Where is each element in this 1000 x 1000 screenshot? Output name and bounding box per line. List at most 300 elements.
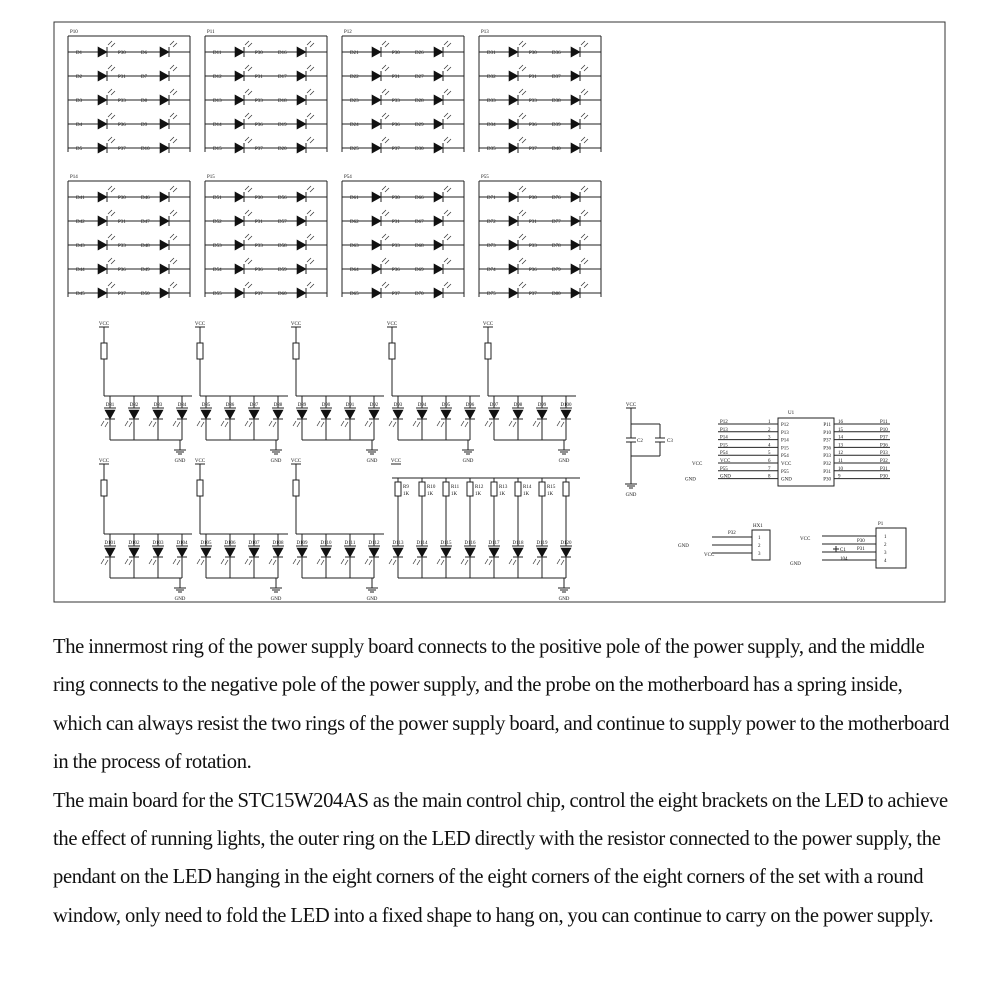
led-diode bbox=[571, 258, 588, 274]
gnd-flag: GND bbox=[685, 477, 696, 483]
led-diode bbox=[571, 186, 588, 202]
vcc-label: VCC bbox=[194, 459, 206, 464]
row-pin-label: P31 bbox=[118, 220, 126, 225]
wire bbox=[382, 41, 386, 45]
led-diode bbox=[557, 548, 571, 565]
wire bbox=[417, 560, 420, 565]
diode-triangle bbox=[571, 119, 580, 129]
wire bbox=[581, 210, 585, 214]
row-pin-label: P36 bbox=[392, 268, 400, 273]
diode-triangle bbox=[297, 240, 306, 250]
row-pin-label: P33 bbox=[392, 99, 400, 104]
schematic-frame bbox=[54, 22, 945, 602]
led-diode bbox=[235, 282, 252, 298]
row-pin-label: P33 bbox=[118, 244, 126, 249]
led-diode bbox=[297, 41, 314, 57]
ring-group bbox=[99, 459, 192, 602]
mcu-net-right: P10 bbox=[880, 427, 888, 433]
ring-led-area bbox=[99, 322, 580, 602]
led-diode bbox=[571, 137, 588, 153]
row-pin-label: P37 bbox=[118, 292, 126, 297]
wire bbox=[129, 560, 132, 565]
diode-triangle bbox=[235, 192, 244, 202]
vcc-flag: VCC bbox=[800, 537, 811, 542]
wire bbox=[310, 212, 314, 216]
mcu-pin-name: P15 bbox=[781, 446, 789, 452]
diode-triangle bbox=[297, 119, 306, 129]
led-ref: D31 bbox=[487, 51, 496, 56]
led-ref: D76 bbox=[552, 196, 561, 201]
wire bbox=[248, 91, 252, 95]
diode-triangle bbox=[297, 143, 306, 153]
wire bbox=[321, 422, 324, 427]
wire bbox=[245, 258, 249, 262]
row-pin-label: P37 bbox=[392, 292, 400, 297]
vcc-label: VCC bbox=[290, 322, 302, 327]
ring-group bbox=[291, 322, 384, 464]
wire bbox=[385, 115, 389, 119]
led-diode bbox=[125, 548, 139, 565]
led-ref: D1 bbox=[76, 51, 83, 56]
diode-triangle bbox=[434, 288, 443, 298]
led-ref: D65 bbox=[350, 292, 359, 297]
led-ref: D26 bbox=[415, 51, 424, 56]
wire bbox=[245, 113, 249, 117]
wire bbox=[413, 421, 416, 426]
diode-triangle bbox=[153, 548, 163, 557]
wire bbox=[519, 41, 523, 45]
led-ref: D6 bbox=[141, 51, 148, 56]
led-diode bbox=[221, 548, 235, 565]
diode-triangle bbox=[489, 410, 499, 419]
diode-triangle bbox=[372, 216, 381, 226]
led-ref: D88 bbox=[273, 403, 283, 408]
wire bbox=[581, 41, 585, 45]
wire bbox=[245, 186, 249, 190]
wire bbox=[441, 422, 444, 427]
diode-triangle bbox=[98, 95, 107, 105]
wire bbox=[173, 421, 176, 426]
led-diode bbox=[485, 410, 499, 427]
resistor bbox=[419, 482, 425, 496]
led-diode bbox=[235, 89, 252, 105]
wire bbox=[245, 65, 249, 69]
wire bbox=[111, 67, 115, 71]
diode-triangle bbox=[297, 192, 306, 202]
matrix-block-p13 bbox=[479, 30, 601, 153]
wire bbox=[105, 560, 108, 565]
row-pin-label: P37 bbox=[118, 147, 126, 152]
led-diode bbox=[509, 234, 526, 250]
led-ref: D75 bbox=[487, 292, 496, 297]
led-ref: D10 bbox=[141, 147, 150, 152]
led-diode bbox=[571, 282, 588, 298]
led-ref: D69 bbox=[415, 268, 424, 273]
diode-triangle bbox=[571, 71, 580, 81]
vcc-label: VCC bbox=[98, 459, 110, 464]
diode-triangle bbox=[372, 264, 381, 274]
p1-pin: 4 bbox=[884, 559, 887, 564]
wire bbox=[382, 113, 386, 117]
diode-triangle bbox=[297, 216, 306, 226]
vcc-symbol bbox=[291, 459, 302, 464]
wire bbox=[365, 559, 368, 564]
wire bbox=[310, 139, 314, 143]
mcu-pin-name: P55 bbox=[781, 469, 789, 475]
diode-triangle bbox=[509, 47, 518, 57]
row-pin-label: P30 bbox=[529, 51, 537, 56]
diode-triangle bbox=[513, 410, 523, 419]
wire bbox=[489, 422, 492, 427]
wire bbox=[584, 91, 588, 95]
diode-triangle bbox=[98, 192, 107, 202]
led-ref: D83 bbox=[153, 403, 163, 408]
diode-triangle bbox=[513, 548, 523, 557]
diode-triangle bbox=[434, 143, 443, 153]
wire bbox=[557, 421, 560, 426]
led-ref: D40 bbox=[552, 147, 561, 152]
led-ref: D110 bbox=[320, 541, 332, 546]
wire bbox=[111, 188, 115, 192]
diode-triangle bbox=[249, 410, 259, 419]
mcu-pin-num: 3 bbox=[768, 435, 771, 441]
mcu-net-right: P37 bbox=[880, 435, 888, 441]
led-diode bbox=[372, 210, 389, 226]
led-diode bbox=[297, 234, 314, 250]
vcc-label: VCC bbox=[386, 322, 398, 327]
wire bbox=[444, 282, 448, 286]
led-ref: D85 bbox=[201, 403, 211, 408]
wire bbox=[307, 210, 311, 214]
gnd-label: GND bbox=[558, 597, 570, 602]
led-diode bbox=[413, 410, 427, 427]
diode-triangle bbox=[297, 47, 306, 57]
led-ref: D22 bbox=[350, 75, 359, 80]
led-diode bbox=[149, 548, 163, 565]
led-diode bbox=[160, 137, 177, 153]
led-diode bbox=[461, 548, 475, 565]
resistor bbox=[395, 482, 401, 496]
resistor-ref: R14 bbox=[523, 485, 532, 490]
wire bbox=[447, 115, 451, 119]
diode-triangle bbox=[235, 216, 244, 226]
wire bbox=[307, 234, 311, 238]
matrix-block-p15 bbox=[205, 175, 327, 298]
led-diode bbox=[245, 548, 259, 565]
p1-ref: P1 bbox=[878, 522, 884, 527]
led-diode bbox=[235, 186, 252, 202]
wire bbox=[385, 139, 389, 143]
led-diode bbox=[160, 89, 177, 105]
led-ref: D32 bbox=[487, 75, 496, 80]
led-ref: D8 bbox=[141, 99, 148, 104]
led-diode bbox=[571, 210, 588, 226]
wire bbox=[365, 421, 368, 426]
diode-triangle bbox=[345, 548, 355, 557]
wire bbox=[105, 422, 108, 427]
row-pin-label: P36 bbox=[529, 268, 537, 273]
mcu-pin-name: P31 bbox=[823, 469, 831, 475]
vcc-symbol bbox=[291, 322, 302, 327]
led-diode bbox=[437, 410, 451, 427]
mcu-net-left: VCC bbox=[720, 459, 731, 464]
wire bbox=[245, 210, 249, 214]
wire bbox=[170, 258, 174, 262]
led-ref: D41 bbox=[76, 196, 85, 201]
wire bbox=[317, 421, 320, 426]
diode-triangle bbox=[160, 216, 169, 226]
wire bbox=[321, 560, 324, 565]
led-diode bbox=[434, 89, 451, 105]
wire bbox=[437, 421, 440, 426]
diode-triangle bbox=[297, 410, 307, 419]
led-ref: D42 bbox=[76, 220, 85, 225]
p1-pin: 2 bbox=[884, 543, 887, 548]
mcu-pin-num: 8 bbox=[768, 474, 771, 480]
wire bbox=[170, 137, 174, 141]
resistor-value: 1K bbox=[403, 492, 410, 497]
resistor bbox=[197, 480, 203, 496]
wire bbox=[108, 89, 112, 93]
resistor-value: 1K bbox=[427, 492, 434, 497]
row-pin-label: P37 bbox=[255, 147, 263, 152]
matrix-block-p11 bbox=[205, 30, 327, 153]
led-diode bbox=[297, 186, 314, 202]
wire bbox=[519, 89, 523, 93]
ground-symbol bbox=[270, 450, 282, 464]
mcu-net-right: P33 bbox=[880, 451, 888, 457]
diode-triangle bbox=[571, 240, 580, 250]
hx1-pin: 3 bbox=[758, 552, 761, 557]
wire bbox=[248, 139, 252, 143]
led-ref: D45 bbox=[76, 292, 85, 297]
gnd-label: GND bbox=[270, 597, 282, 602]
diode-triangle bbox=[225, 410, 235, 419]
wire bbox=[519, 186, 523, 190]
mcu-pin-name: P37 bbox=[823, 438, 831, 444]
wire bbox=[444, 65, 448, 69]
led-ref: D97 bbox=[489, 403, 499, 408]
wire bbox=[197, 559, 200, 564]
vcc-label: VCC bbox=[98, 322, 110, 327]
diode-triangle bbox=[509, 119, 518, 129]
led-diode bbox=[509, 137, 526, 153]
wire bbox=[173, 188, 177, 192]
wire bbox=[245, 41, 249, 45]
led-ref: D90 bbox=[321, 403, 331, 408]
diode-triangle bbox=[105, 410, 115, 419]
vcc-symbol bbox=[195, 459, 206, 464]
led-diode bbox=[160, 258, 177, 274]
wire bbox=[173, 559, 176, 564]
diode-triangle bbox=[98, 47, 107, 57]
mcu-pin-name: P33 bbox=[823, 454, 831, 460]
diode-triangle bbox=[434, 216, 443, 226]
ring-group bbox=[195, 459, 288, 602]
wire bbox=[385, 212, 389, 216]
led-diode bbox=[533, 548, 547, 565]
wire bbox=[447, 212, 451, 216]
matrix-block-p12 bbox=[342, 30, 464, 153]
led-diode bbox=[293, 548, 307, 565]
diode-triangle bbox=[509, 216, 518, 226]
led-ref: D13 bbox=[213, 99, 222, 104]
wire bbox=[461, 421, 464, 426]
diode-triangle bbox=[393, 548, 403, 557]
mcu-net-right: P30 bbox=[880, 474, 888, 480]
led-diode bbox=[101, 548, 115, 565]
resistor bbox=[515, 482, 521, 496]
wire bbox=[248, 212, 252, 216]
led-diode bbox=[297, 65, 314, 81]
led-ref: D15 bbox=[213, 147, 222, 152]
wire bbox=[385, 260, 389, 264]
gnd-label: GND bbox=[366, 597, 378, 602]
wire bbox=[581, 186, 585, 190]
wire bbox=[101, 421, 104, 426]
wire bbox=[447, 139, 451, 143]
wire bbox=[273, 422, 276, 427]
wire bbox=[537, 560, 540, 565]
led-diode bbox=[297, 89, 314, 105]
vcc-label: VCC bbox=[290, 459, 302, 464]
led-ref: D82 bbox=[129, 403, 139, 408]
wire bbox=[385, 236, 389, 240]
wire bbox=[581, 282, 585, 286]
led-ref: D67 bbox=[415, 220, 424, 225]
diode-triangle bbox=[297, 548, 307, 557]
led-diode bbox=[297, 258, 314, 274]
led-ref: D51 bbox=[213, 196, 222, 201]
wire bbox=[173, 236, 177, 240]
wire bbox=[369, 560, 372, 565]
led-ref: D84 bbox=[177, 403, 187, 408]
vcc-symbol bbox=[483, 322, 494, 327]
led-ref: D89 bbox=[297, 403, 307, 408]
led-ref: D16 bbox=[278, 51, 287, 56]
diode-triangle bbox=[561, 410, 571, 419]
led-ref: D64 bbox=[350, 268, 359, 273]
wire bbox=[101, 559, 104, 564]
diode-triangle bbox=[235, 119, 244, 129]
wire bbox=[519, 137, 523, 141]
diode-triangle bbox=[177, 548, 187, 557]
led-ref: D109 bbox=[296, 541, 308, 546]
row-pin-label: P37 bbox=[529, 292, 537, 297]
wire bbox=[307, 65, 311, 69]
led-ref: D72 bbox=[487, 220, 496, 225]
diode-triangle bbox=[273, 548, 283, 557]
led-diode bbox=[341, 548, 355, 565]
led-ref: D104 bbox=[176, 541, 188, 546]
wire bbox=[170, 89, 174, 93]
wire bbox=[444, 89, 448, 93]
vcc-symbol bbox=[99, 459, 110, 464]
wire bbox=[522, 188, 526, 192]
row-pin-label: P31 bbox=[392, 75, 400, 80]
mcu-pin-num: 12 bbox=[838, 451, 843, 457]
wire bbox=[389, 559, 392, 564]
led-diode bbox=[98, 137, 115, 153]
led-ref: D37 bbox=[552, 75, 561, 80]
wire bbox=[584, 43, 588, 47]
wire bbox=[125, 421, 128, 426]
row-pin-label: P31 bbox=[529, 220, 537, 225]
row-pin-label: P37 bbox=[392, 147, 400, 152]
wire bbox=[173, 43, 177, 47]
wire bbox=[307, 41, 311, 45]
wire bbox=[522, 236, 526, 240]
wire bbox=[522, 284, 526, 288]
row-pin-label: P30 bbox=[255, 51, 263, 56]
led-diode bbox=[533, 410, 547, 427]
diode-triangle bbox=[509, 143, 518, 153]
led-diode bbox=[173, 410, 187, 427]
wire bbox=[533, 421, 536, 426]
led-ref: D73 bbox=[487, 244, 496, 249]
mcu-net-right: P31 bbox=[880, 466, 888, 472]
vcc-label: VCC bbox=[194, 322, 206, 327]
wire bbox=[245, 421, 248, 426]
vcc-symbol bbox=[195, 322, 206, 327]
vcc-symbol bbox=[391, 459, 402, 464]
wire bbox=[444, 113, 448, 117]
wire bbox=[125, 559, 128, 564]
led-ref: D21 bbox=[350, 51, 359, 56]
led-diode bbox=[413, 548, 427, 565]
ground-symbol bbox=[625, 484, 637, 498]
wire bbox=[533, 559, 536, 564]
row-pin-label: P33 bbox=[255, 99, 263, 104]
gnd-label: GND bbox=[270, 459, 282, 464]
row-pin-label: P36 bbox=[255, 123, 263, 128]
led-ref: D108 bbox=[272, 541, 284, 546]
vcc-label: VCC bbox=[625, 403, 637, 408]
row-pin-label: P36 bbox=[392, 123, 400, 128]
mcu-pin-name: GND bbox=[781, 477, 792, 483]
wire bbox=[345, 422, 348, 427]
led-ref: D34 bbox=[487, 123, 496, 128]
led-diode bbox=[461, 410, 475, 427]
wire bbox=[557, 559, 560, 564]
led-ref: D95 bbox=[441, 403, 451, 408]
mcu-net-right: P32 bbox=[880, 459, 888, 464]
diode-triangle bbox=[434, 47, 443, 57]
led-ref: D116 bbox=[464, 541, 476, 546]
wire bbox=[385, 91, 389, 95]
diode-triangle bbox=[372, 47, 381, 57]
wire bbox=[447, 260, 451, 264]
wire bbox=[310, 67, 314, 71]
wire bbox=[584, 236, 588, 240]
block-port-label: P10 bbox=[70, 30, 78, 35]
led-ref: D44 bbox=[76, 268, 85, 273]
led-diode bbox=[571, 65, 588, 81]
row-pin-label: P36 bbox=[529, 123, 537, 128]
diode-triangle bbox=[434, 192, 443, 202]
wire bbox=[170, 65, 174, 69]
wire bbox=[310, 236, 314, 240]
wire bbox=[581, 89, 585, 93]
led-diode bbox=[509, 282, 526, 298]
led-ref: D71 bbox=[487, 196, 496, 201]
wire bbox=[245, 137, 249, 141]
led-ref: D7 bbox=[141, 75, 148, 80]
wire bbox=[522, 260, 526, 264]
led-ref: D81 bbox=[105, 403, 115, 408]
mcu-net-left: P14 bbox=[720, 435, 728, 441]
mcu-net-left: P54 bbox=[720, 451, 728, 457]
